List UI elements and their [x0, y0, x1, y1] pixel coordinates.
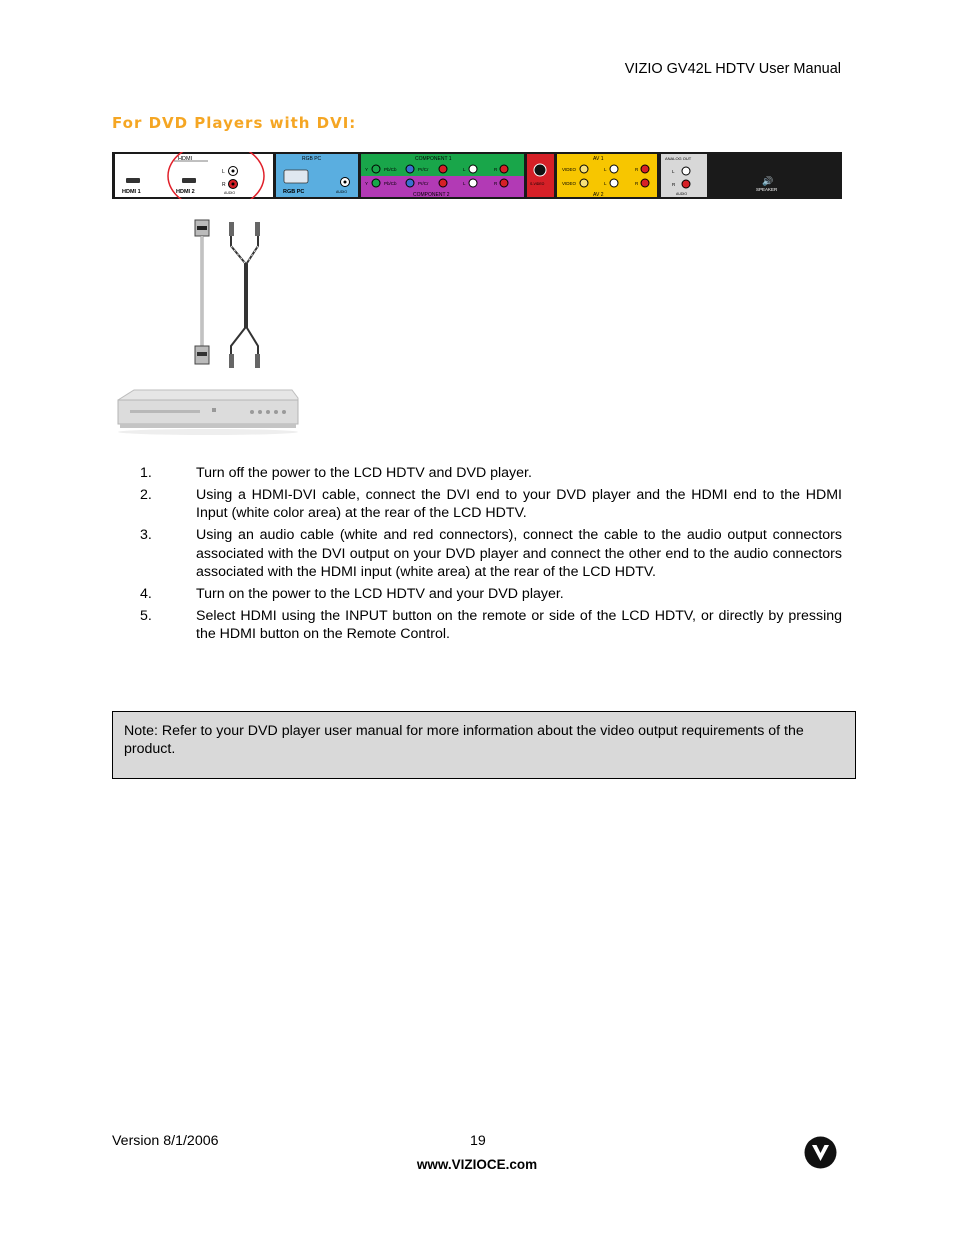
note-box [112, 711, 856, 779]
list-item: 4. Turn on the power to the LCD HDTV and your DVD player. [140, 585, 564, 602]
cables-illustration [185, 218, 275, 370]
svg-text:Pr/Cr: Pr/Cr [418, 181, 429, 186]
svg-text:Pr/Cr: Pr/Cr [418, 167, 429, 172]
instruction-steps [140, 464, 842, 647]
list-item: 3. Using an audio cable (white and red connectors), connect the cable to the audio output connectors associated with the DVI output on your DVD player and connect the other end to the audio connectors associated with the HDMI input (white area) at the rear of the LCD HDTV. [140, 527, 842, 581]
speaker-icon: 🔊 [762, 176, 774, 186]
svg-text:R: R [494, 167, 498, 172]
list-item: 1. Turn off the power to the LCD HDTV and DVD player. [140, 465, 532, 481]
list-item: 5. Select HDMI using the INPUT button on the remote or side of the LCD HDTV, or directly by pressing the HDMI button on the Remote Control. [140, 607, 842, 643]
svg-text:AV 2: AV 2 [593, 192, 604, 198]
list-item: 2. Using a HDMI-DVI cable, connect the DVI end to your DVD player and the HDMI end to the HDMI Input (white color area) at the rear of the LCD HDTV. [140, 486, 842, 522]
audio-plug-icon [229, 222, 234, 236]
footer-version: Version 8/1/2006 [112, 1133, 219, 1149]
svg-text:Pb/Cb: Pb/Cb [384, 167, 397, 172]
svg-text:COMPONENT 1: COMPONENT 1 [415, 156, 452, 162]
svg-text:R: R [635, 181, 639, 186]
av-area [557, 154, 657, 197]
svg-text:AUDIO: AUDIO [336, 190, 348, 194]
svideo-jack-icon [534, 164, 546, 176]
panel-hdmi2-label: HDMI 2 [176, 189, 195, 195]
panel-hdmi-label: HDMI [178, 156, 193, 162]
rear-connector-panel [112, 152, 842, 199]
svg-text:AUDIO: AUDIO [676, 192, 688, 196]
svg-text:ANALOG OUT: ANALOG OUT [665, 156, 692, 161]
svg-text:R: R [494, 181, 498, 186]
svg-text:AV 1: AV 1 [593, 156, 604, 162]
svg-text:L: L [604, 181, 607, 186]
svg-text:S-VIDEO: S-VIDEO [530, 182, 545, 186]
svg-text:L: L [463, 181, 466, 186]
svg-text:L: L [604, 167, 607, 172]
svg-text:VIDEO: VIDEO [562, 181, 577, 186]
svg-text:L: L [672, 169, 675, 174]
section-heading: For DVD Players with DVI: [112, 114, 357, 132]
hdmi1-port-icon [126, 178, 140, 183]
svg-text:R: R [635, 167, 639, 172]
svg-text:RGB PC: RGB PC [283, 189, 305, 195]
svg-text:R: R [672, 182, 676, 187]
svg-text:RGB PC: RGB PC [302, 156, 322, 162]
hdmi2-port-icon [182, 178, 196, 183]
svg-text:L: L [222, 169, 225, 175]
svg-text:COMPONENT 2: COMPONENT 2 [413, 192, 450, 198]
svg-text:L: L [463, 167, 466, 172]
panel-hdmi1-label: HDMI 1 [122, 189, 141, 195]
vga-port-icon [284, 170, 308, 183]
note-text: Note: Refer to your DVD player user manual for more information about the video output requirements of the product. [124, 723, 804, 758]
page-number: 19 [470, 1133, 486, 1149]
dvd-player-illustration [112, 388, 302, 436]
svg-text:SPEAKER: SPEAKER [756, 187, 778, 192]
svg-text:R: R [222, 182, 226, 188]
svg-text:Pb/Cb: Pb/Cb [384, 181, 397, 186]
svg-text:Y: Y [365, 167, 369, 172]
footer-url: www.VIZIOCE.com [416, 1157, 538, 1172]
svg-text:VIDEO: VIDEO [562, 167, 577, 172]
svg-text:Y: Y [365, 181, 369, 186]
header-title: VIZIO GV42L HDTV User Manual [624, 61, 841, 77]
svg-text:AUDIO: AUDIO [224, 191, 236, 195]
vizio-logo-icon [804, 1136, 837, 1169]
